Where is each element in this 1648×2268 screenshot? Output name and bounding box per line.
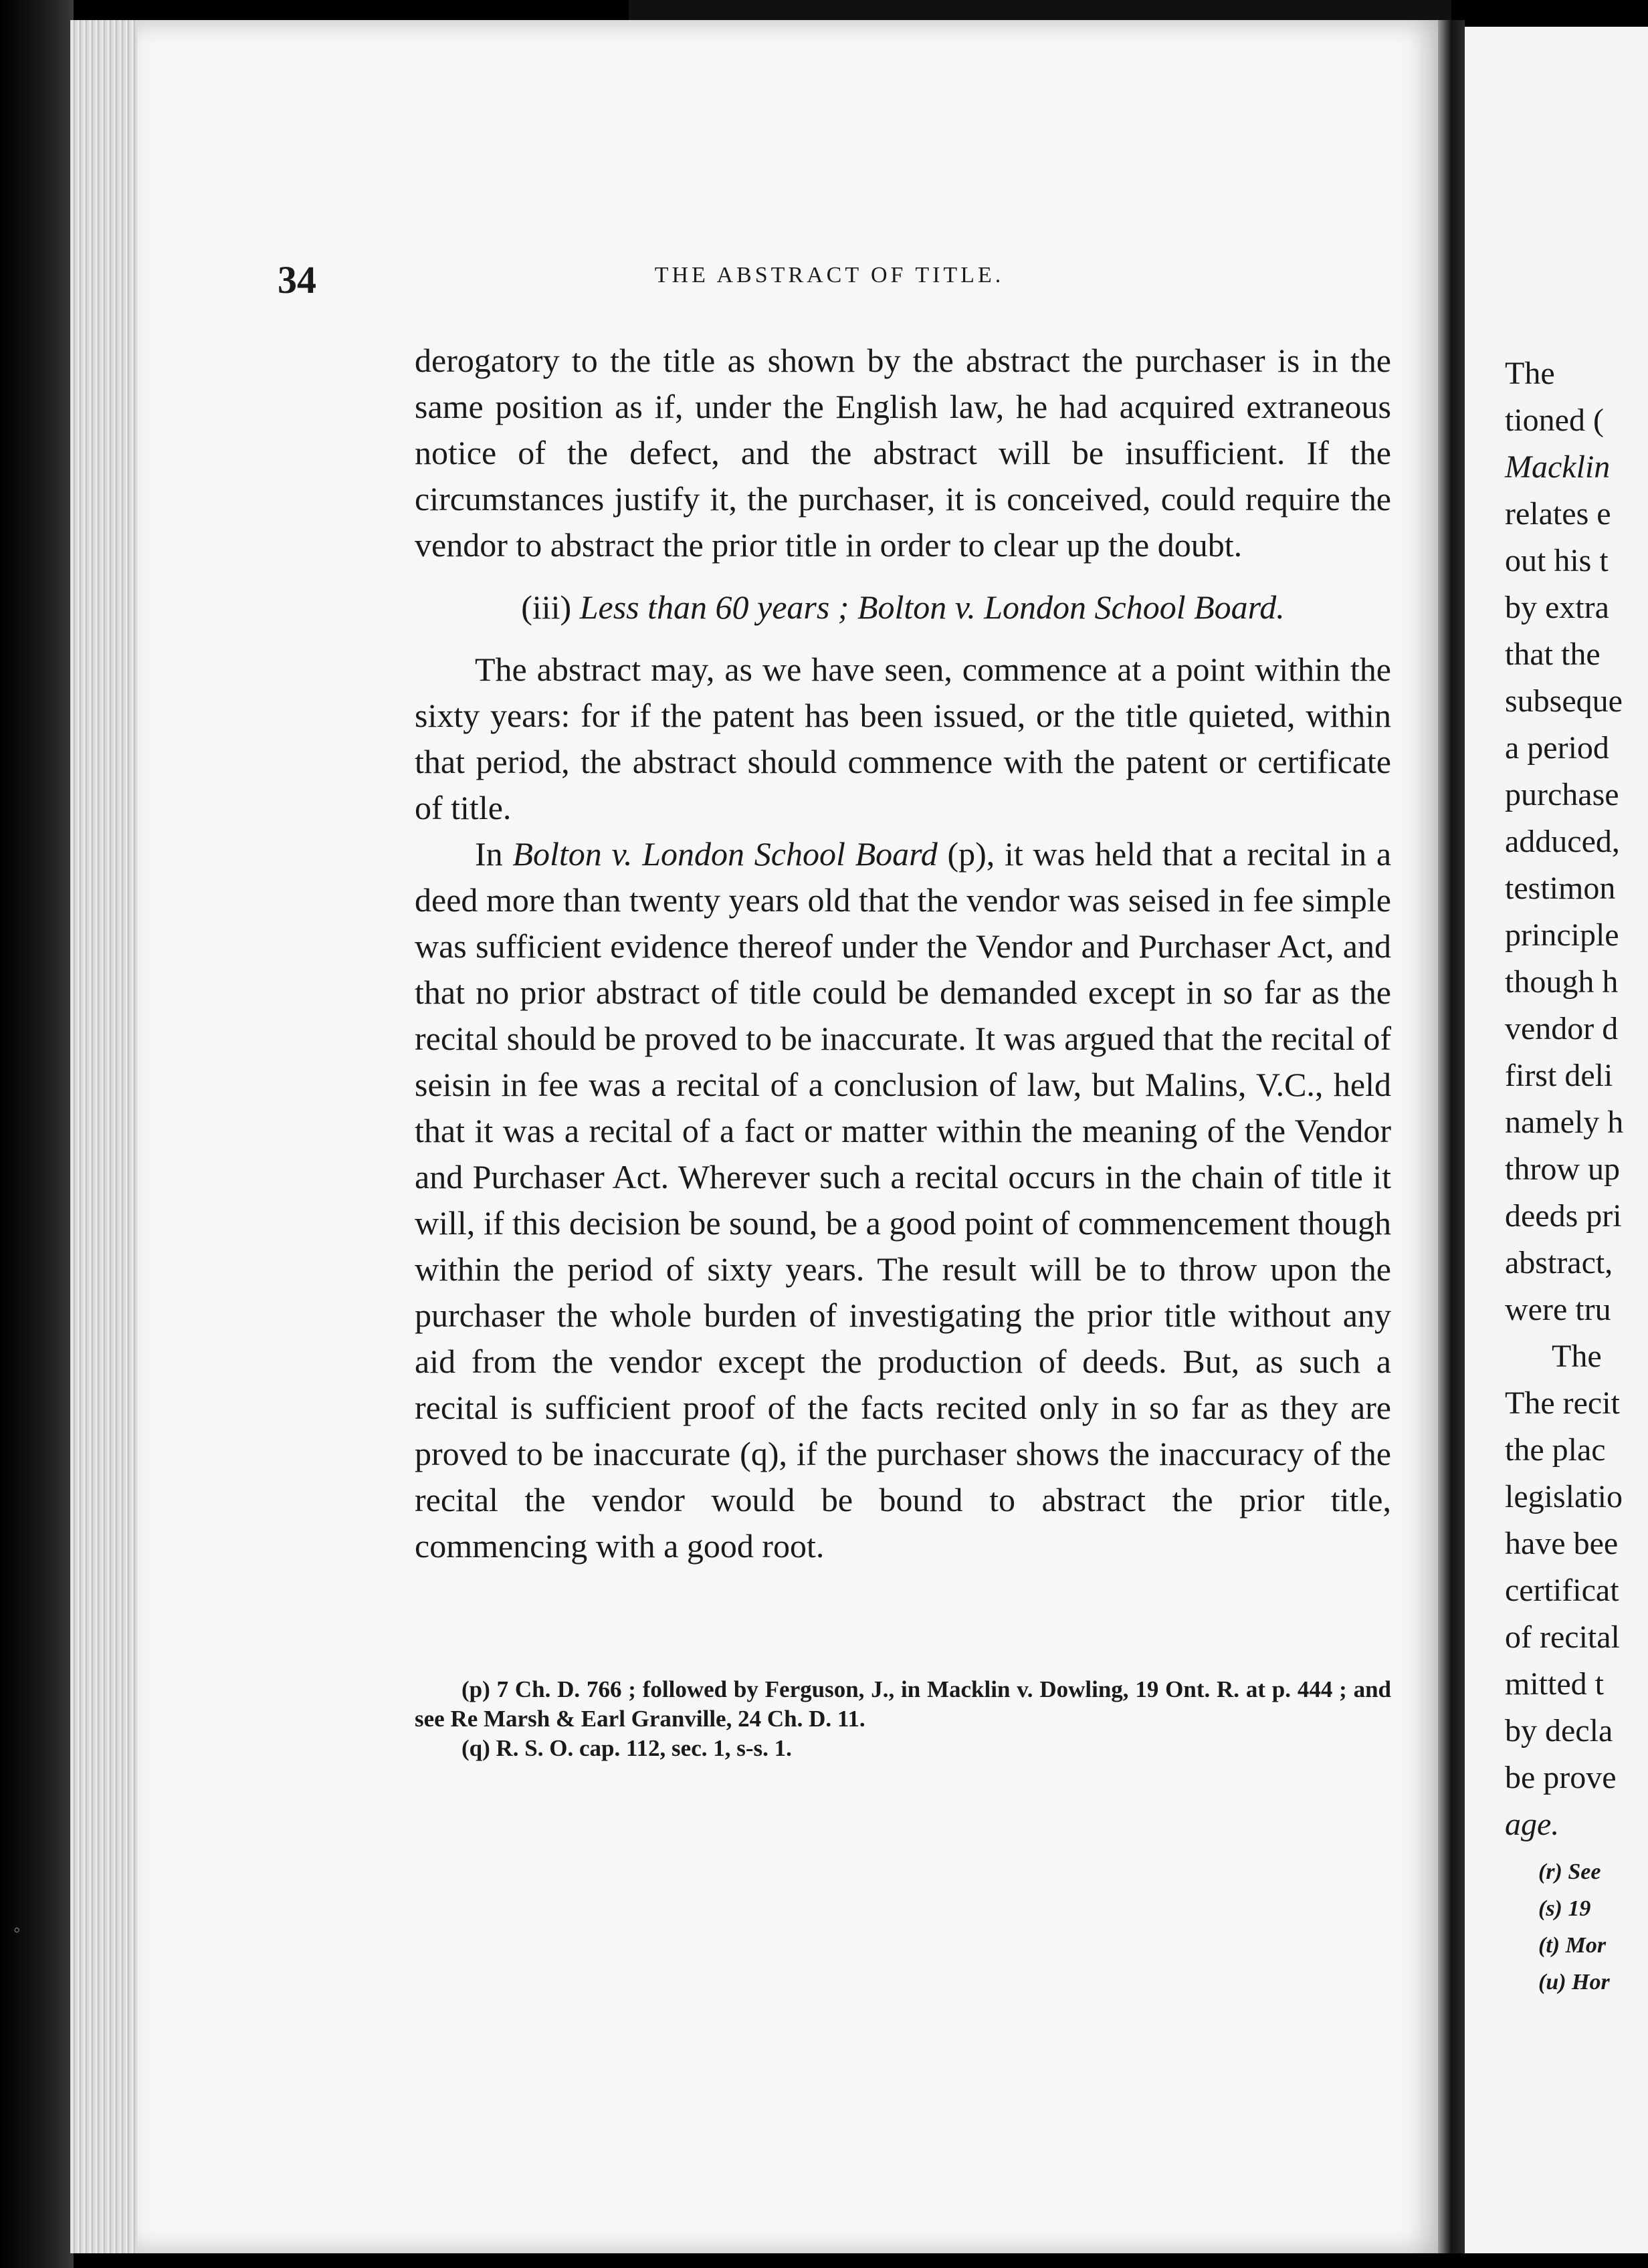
right-line: tioned ( <box>1505 403 1604 438</box>
right-line: principle <box>1505 917 1619 953</box>
right-line: abstract, <box>1505 1245 1613 1280</box>
right-line: testimon <box>1505 871 1616 906</box>
right-line: a period <box>1505 730 1609 766</box>
right-line: purchase <box>1505 777 1619 812</box>
right-line: subseque <box>1505 683 1623 719</box>
top-shadow-band <box>629 0 1451 20</box>
case-name: Bolton v. London School Board <box>512 835 938 873</box>
right-line: adduced, <box>1505 824 1620 859</box>
right-line: certificat <box>1505 1573 1619 1608</box>
right-line: relates e <box>1505 496 1611 532</box>
page-number: 34 <box>278 258 316 302</box>
book-gutter <box>1438 20 1465 2253</box>
right-line: be prove <box>1505 1760 1617 1795</box>
section-heading <box>415 584 1391 631</box>
right-footnote: (r) See <box>1538 1859 1601 1884</box>
margin-mark: ◦ <box>13 1919 21 1941</box>
right-line: though h <box>1505 964 1619 1000</box>
right-line: The recit <box>1505 1385 1620 1421</box>
right-line: the plac <box>1505 1432 1606 1468</box>
paragraph-2: The abstract may, as we have seen, commence at a point within the sixty years: for if the patent has been issued, or the title quieted, within that period, the abstract should commence with the patent or certificate of title. <box>415 651 1391 826</box>
footnote-p: (p) 7 Ch. D. 766 ; followed by Ferguson, J., in Macklin v. Dowling, 19 Ont. R. at p. 444 ; and see Re Marsh & Earl Granville, 24 Ch. D. 11. <box>415 1676 1391 1732</box>
right-line: deeds pri <box>1505 1198 1622 1234</box>
footnote-q: (q) R. S. O. cap. 112, sec. 1, s-s. 1. <box>461 1735 792 1761</box>
paragraph-3 <box>415 831 1391 1569</box>
section-heading-number: (iii) <box>521 588 572 626</box>
body-text <box>415 338 1391 1569</box>
paragraph-3-lead: In <box>475 835 513 873</box>
right-footnote: (t) Mor <box>1538 1933 1607 1958</box>
right-page-fragment <box>1465 27 1648 2253</box>
right-line: mitted t <box>1505 1666 1604 1702</box>
page-stack-edge <box>70 20 144 2253</box>
right-line: that the <box>1505 637 1601 672</box>
right-line: by extra <box>1505 590 1609 625</box>
right-line: by decla <box>1505 1713 1613 1748</box>
book-edge-left <box>0 0 74 2268</box>
right-footnote: (u) Hor <box>1538 1970 1610 1995</box>
right-line: of recital <box>1505 1619 1620 1655</box>
paragraph-1: derogatory to the title as shown by the abstract the purchaser is in the same position as if, under the English law, he had acquired extraneous notice of the defect, and the abstract will be insufficient. If the circumstances justify it, the purchaser, it is conceived, could require the vendor to abstract the prior title in order to clear up the doubt. <box>415 342 1391 564</box>
right-line: out his t <box>1505 543 1609 578</box>
section-heading-text: Less than 60 years ; Bolton v. London School Board. <box>579 588 1285 626</box>
right-line: The <box>1505 356 1555 391</box>
right-line: namely h <box>1505 1105 1624 1140</box>
paragraph-3-rest: (p), it was held that a recital in a deed more than twenty years old that the vendor was seised in fee simple was sufficient evidence thereof under the Vendor and Purchaser Act, and that no prior abstract of title could be demanded except in so far as the recital should be proved to be inaccurate. It was argued that the recital of seisin in fee was a recital of a conclusion of law, but Malins, V.C., held that it was a recital of a fact or matter within the meaning of the Vendor and Purchaser Act. Wherever such a recital occurs in the chain of title it will, if this decision be sound, be a good point of commencement though within the period of sixty years. The result will be to throw upon the purchaser the whole burden of investigating the prior title without any aid from the vendor except the production of deeds. But, as such a recital is sufficient proof of the facts recited only in so far as they are proved to be inaccurate (q), if the purchaser shows the inaccuracy of the recital the vendor would be bound to abstract the prior title, commencing with a good root. <box>415 835 1392 1565</box>
right-line: age. <box>1505 1807 1560 1842</box>
right-line: vendor d <box>1505 1011 1619 1046</box>
right-footnote: (s) 19 <box>1538 1896 1591 1921</box>
right-line: were tru <box>1505 1292 1611 1327</box>
footnotes <box>415 1675 1391 1763</box>
right-line: The <box>1552 1339 1602 1374</box>
right-line: legislatio <box>1505 1479 1623 1514</box>
right-line: throw up <box>1505 1151 1620 1187</box>
right-line: first deli <box>1505 1058 1613 1093</box>
right-line: have bee <box>1505 1526 1619 1561</box>
page-header <box>278 257 1381 304</box>
running-head: THE ABSTRACT OF TITLE. <box>654 263 1005 288</box>
right-line: Macklin <box>1505 449 1611 485</box>
